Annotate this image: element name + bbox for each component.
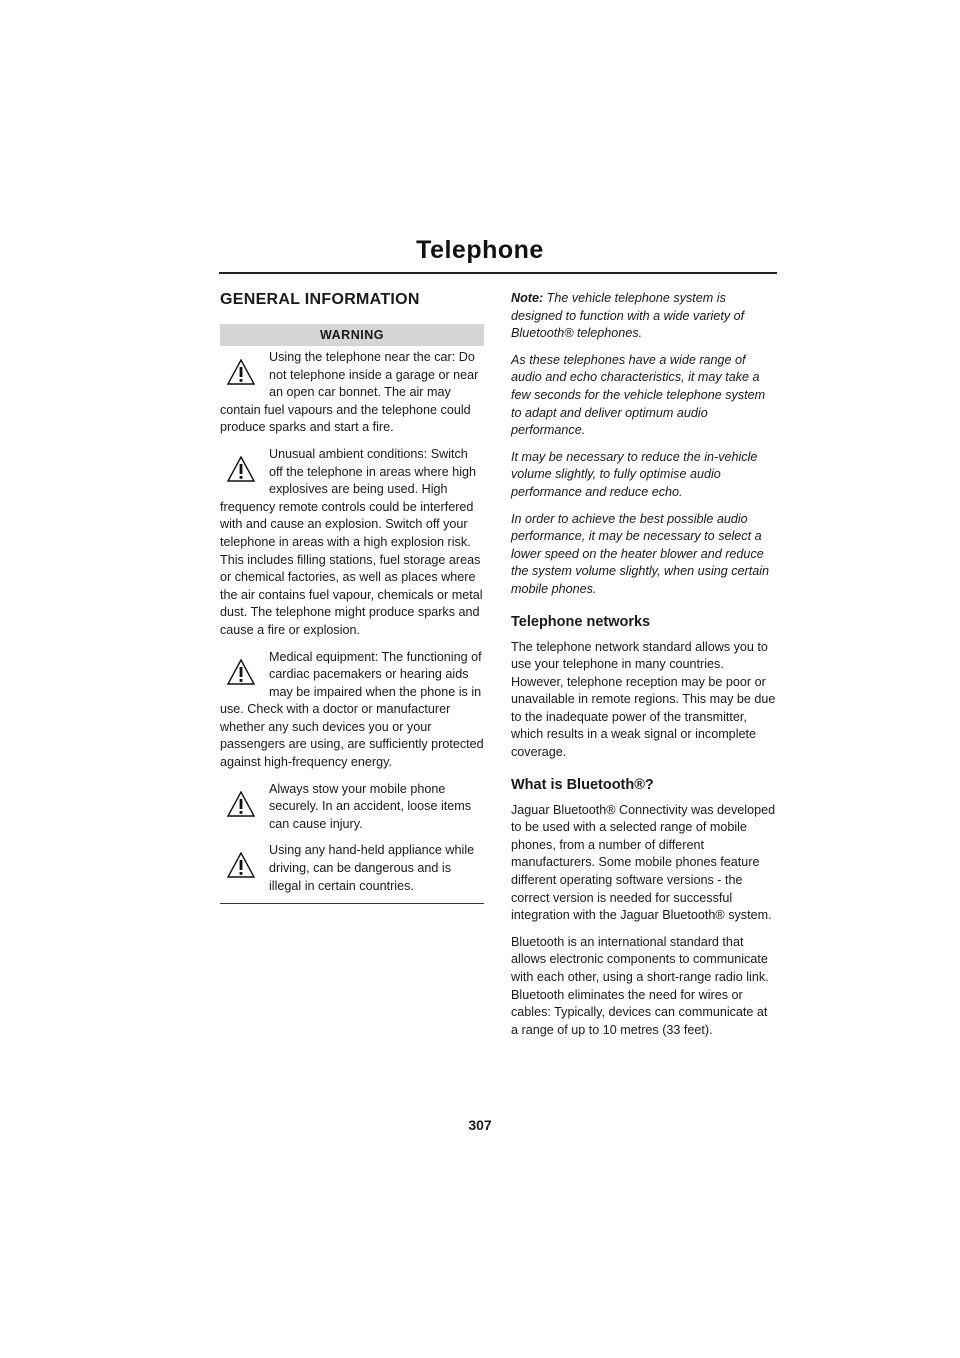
warning-text: Medical equipment: The functioning of cardiac pacemakers or hearing aids may be impaired when the phone is in: [269, 649, 482, 699]
note-paragraph: As these telephones have a wide range of audio and echo characteristics, it may take a few seconds for the vehicle telephone system to adapt and deliver optimum audio performance.: [511, 352, 766, 438]
warning-text-continued: use. Check with a doctor or manufacturer whether any such devices you or your passengers are using, are sufficiently protected against high-frequency energy.: [220, 702, 484, 770]
warning-text: Using any hand-held appliance while driving, can be dangerous and is illegal in certain countries.: [269, 843, 475, 893]
warning-triangle-icon: [227, 659, 255, 685]
warning-item: [220, 781, 484, 834]
warning-triangle-icon: [227, 852, 255, 878]
page-number: 307: [468, 1117, 492, 1133]
note-block: [511, 290, 777, 599]
page-title: Telephone: [416, 236, 544, 264]
left-column: [220, 290, 484, 904]
note-paragraph: It may be necessary to reduce the in-vehicle volume slightly, to fully optimise audio performance and reduce echo.: [511, 449, 758, 499]
note-paragraph: In order to achieve the best possible audio performance, it may be necessary to select a lower speed on the heater blower and reduce the system volume slightly, when using certain mobile phones.: [511, 511, 770, 596]
body-paragraph: The telephone network standard allows you to use your telephone in many countries. However, telephone reception may be poor or unavailable in remote regions. This may be due to the inadequate power of the transmitter, which results in a weak signal or incomplete coverage.: [511, 639, 776, 760]
warning-triangle-icon: [227, 791, 255, 817]
note-label: Note:: [511, 291, 544, 305]
warning-text: Always stow your mobile phone securely. In an accident, loose items can cause injury.: [269, 781, 472, 831]
warning-text: Using the telephone near the car: Do not telephone inside a garage or near an open car bonnet. The air may: [269, 350, 479, 400]
title-divider: [219, 272, 777, 274]
bluetooth-section: [511, 802, 777, 1040]
warning-triangle-icon: [227, 359, 255, 385]
telephone-networks-section: [511, 639, 777, 762]
section-heading-general-information: GENERAL INFORMATION: [220, 291, 420, 308]
warning-text-continued: contain fuel vapours and the telephone could produce sparks and start a fire.: [220, 402, 471, 435]
warning-label: WARNING: [220, 324, 484, 346]
note-text: The vehicle telephone system is designed to function with a wide variety of Bluetooth® telephones.: [511, 291, 745, 341]
heading-what-is-bluetooth: What is Bluetooth®?: [511, 776, 654, 793]
warning-item: [220, 349, 484, 437]
warning-triangle-icon: [227, 456, 255, 482]
body-paragraph: Jaguar Bluetooth® Connectivity was developed to be used with a selected range of mobile phones, from a number of different manufacturers. Some mobile phones feature different operating software versions - the correct version is needed for successful integration with the Jaguar Bluetooth® system.: [511, 802, 776, 923]
warning-item: [220, 842, 484, 895]
warning-item: [220, 446, 484, 640]
heading-telephone-networks: Telephone networks: [511, 613, 651, 630]
warning-text: Unusual ambient conditions: Switch off the telephone in areas where high explosives are being used. High: [269, 446, 477, 497]
warning-box: [220, 324, 484, 904]
note-paragraph: [511, 290, 777, 343]
warning-text-continued: frequency remote controls could be interfered with and cause an explosion. Switch off your telephone in areas with a high explosion risk. This includes filling stations, fuel storage areas or chemical factories, as well as places where the air contains fuel vapour, chemicals or metal dust. The telephone might produce sparks and cause a fire or explosion.: [220, 499, 483, 637]
body-paragraph: Bluetooth is an international standard that allows electronic components to communicate with each other, using a short-range radio link. Bluetooth eliminates the need for wires or cables: Typically, devices can communicate at a range of up to 10 metres (33 feet).: [511, 934, 769, 1037]
right-column: [511, 290, 777, 1048]
warning-item: [220, 649, 484, 772]
